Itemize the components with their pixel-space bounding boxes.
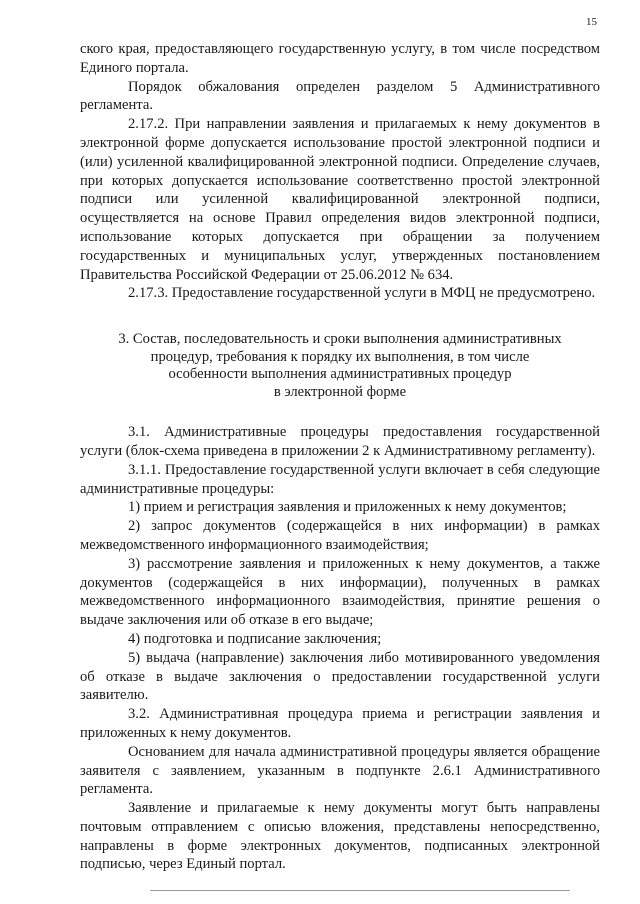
section-heading-line: в электронной форме bbox=[273, 383, 407, 400]
page-number: 15 bbox=[586, 16, 597, 28]
paragraph: ского края, предоставляющего государственную услугу, в том числе посредством Единого портала. bbox=[80, 41, 600, 76]
paragraph: 3.2. Административная процедура приема и регистрации заявления и приложенных к нему документов. bbox=[80, 706, 600, 741]
paragraph: 2.17.2. При направлении заявления и прилагаемых к нему документов в электронной форме допускается использование простой электронной подписи и (или) усиленной квалифицированной электронной подписи. Определение случаев, при которых допускается использование соответственно простой электронной подписи или усиленной квалифицированной электронной подписи, осуществляется на основе Правил определения видов электронной подписи, использование которых допускается при обращении за получением государственных и муниципальных услуг, утвержденных постановлением Правительства Российской Федерации от 25.06.2012 № 634. bbox=[80, 116, 600, 283]
list-item: 5) выдача (направление) заключения либо мотивированного уведомления об отказе в выдаче заключения о предоставлении государственной услуги заявителю. bbox=[80, 649, 600, 704]
paragraph: Порядок обжалования определен разделом 5 Административного регламента. bbox=[80, 78, 600, 114]
section-heading-line: процедур, требования к порядку их выполнения, в том числе bbox=[150, 348, 530, 365]
list-item: 4) подготовка и подписание заключения; bbox=[128, 630, 382, 647]
list-item: 3) рассмотрение заявления и приложенных к нему документов, а также документов (содержащейся в них информации), полученных в рамках межведомственного информационного взаимодействия, принятие решения о выдаче заключения или об отказе в его выдаче; bbox=[80, 555, 600, 629]
list-item: 1) прием и регистрация заявления и приложенных к нему документов; bbox=[128, 499, 567, 516]
paragraph: 2.17.3. Предоставление государственной услуги в МФЦ не предусмотрено. bbox=[128, 285, 596, 302]
section-heading bbox=[80, 331, 600, 401]
paragraph: 3.1.1. Предоставление государственной услуги включает в себя следующие административные процедуры: bbox=[80, 461, 600, 497]
section-heading-line: 3. Состав, последовательность и сроки выполнения административных bbox=[118, 331, 562, 348]
paragraph: Заявление и прилагаемые к нему документы могут быть направлены почтовым отправлением с описью вложения, представлены непосредственно, направлены в форме электронных документов, подписанных электронной подписью, через Единый портал. bbox=[80, 800, 600, 873]
list-item: 2) запрос документов (содержащейся в них информации) в рамках межведомственного информационного взаимодействия; bbox=[80, 518, 600, 553]
document-body bbox=[80, 40, 600, 874]
footer-divider bbox=[150, 890, 570, 891]
section-heading-line: особенности выполнения административных процедур bbox=[168, 366, 512, 383]
paragraph: Основанием для начала административной процедуры является обращение заявителя с заявлением, указанным в подпункте 2.6.1 Административного регламента. bbox=[80, 743, 600, 798]
paragraph: 3.1. Административные процедуры предоставления государственной услуги (блок-схема приведена в приложении 2 к Административному регламенту). bbox=[80, 424, 600, 459]
